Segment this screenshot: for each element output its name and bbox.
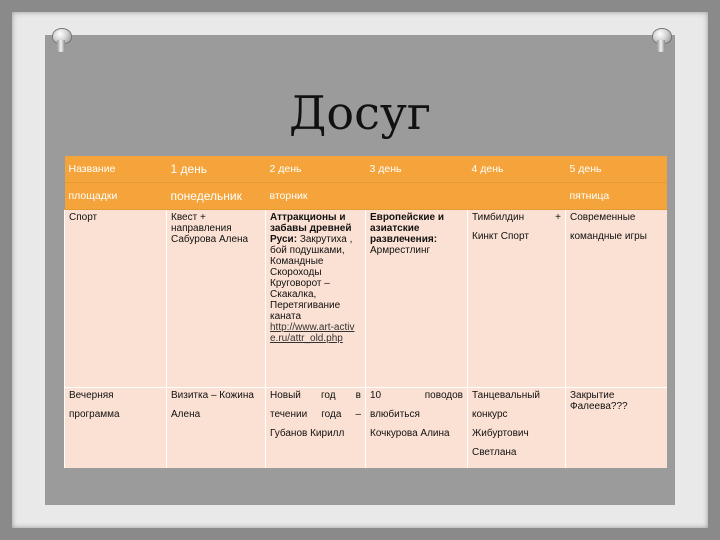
day5-item: командные игры <box>570 231 647 242</box>
venue-line: программа <box>69 409 120 420</box>
header-cell: пятница <box>566 183 667 210</box>
venue-line: Вечерняя <box>69 390 114 401</box>
header-cell: 1 день <box>167 156 266 183</box>
day4-line: Жибуртович <box>472 428 529 439</box>
header-cell: 2 день <box>266 156 366 183</box>
day4-item: Кинкт Спорт <box>472 231 529 242</box>
header-cell <box>468 183 566 210</box>
schedule-table <box>64 156 667 468</box>
day4-line: Светлана <box>472 447 517 458</box>
cell-day5 <box>566 210 667 388</box>
cell-venue: Спорт <box>65 210 167 388</box>
day2-word: в <box>355 390 361 401</box>
day2-line: Губанов Кирилл <box>270 428 345 439</box>
cell-venue <box>65 388 167 469</box>
day3-line: Кочкурова Алина <box>370 428 450 439</box>
slide-title: Досуг <box>288 86 432 140</box>
cell-day1: Квест + направления Сабурова Алена <box>167 210 266 388</box>
day5-item: Современные <box>570 212 636 223</box>
cell-day3 <box>366 388 468 469</box>
day2-text: Закрутиха , бой подушками, Командные Скороходы Круговорот – Скакалка, Перетягивание каната <box>270 234 353 322</box>
header-cell: понедельник <box>167 183 266 210</box>
table-header-row <box>65 183 667 210</box>
cell-day5: Закрытие Фалеева??? <box>566 388 667 469</box>
header-cell: 4 день <box>468 156 566 183</box>
day3-word: 10 <box>370 390 382 401</box>
cell-day2 <box>266 388 366 469</box>
day4-item: Тимбилдин <box>472 212 525 223</box>
day3-word: поводов <box>424 390 463 401</box>
cell-day4 <box>468 388 566 469</box>
header-cell: Название <box>65 156 167 183</box>
day4-line: Танцевальный <box>472 390 541 401</box>
day2-word: года <box>321 409 342 420</box>
table-row <box>65 388 667 469</box>
day4-plus: + <box>555 212 561 223</box>
table-row <box>65 210 667 388</box>
day3-line: влюбиться <box>370 409 420 420</box>
header-cell: площадки <box>65 183 167 210</box>
day2-word: – <box>355 409 361 420</box>
header-cell: вторник <box>266 183 366 210</box>
day2-word: год <box>320 390 336 401</box>
pushpin-left-icon <box>50 28 72 54</box>
day4-line: конкурс <box>472 409 508 420</box>
day2-heading: Аттракционы и забавы древней Руси: <box>270 212 352 245</box>
cell-day2 <box>266 210 366 388</box>
day2-word: течении <box>270 409 308 420</box>
header-cell: 3 день <box>366 156 468 183</box>
table-header-row <box>65 156 667 183</box>
pushpin-right-icon <box>650 28 672 54</box>
attractions-link[interactable]: http://www.art-active.ru/attr_old.php <box>270 322 355 344</box>
cell-day4 <box>468 210 566 388</box>
day2-word: Новый <box>270 390 301 401</box>
day3-text: Армрестлинг <box>370 245 431 256</box>
day3-heading: Европейские и азиатские развлечения: <box>370 212 444 245</box>
day1-line: Алена <box>171 409 201 420</box>
header-cell <box>366 183 468 210</box>
day1-line: Визитка – Кожина <box>171 390 254 401</box>
cell-day1 <box>167 388 266 469</box>
header-cell: 5 день <box>566 156 667 183</box>
cell-day3 <box>366 210 468 388</box>
